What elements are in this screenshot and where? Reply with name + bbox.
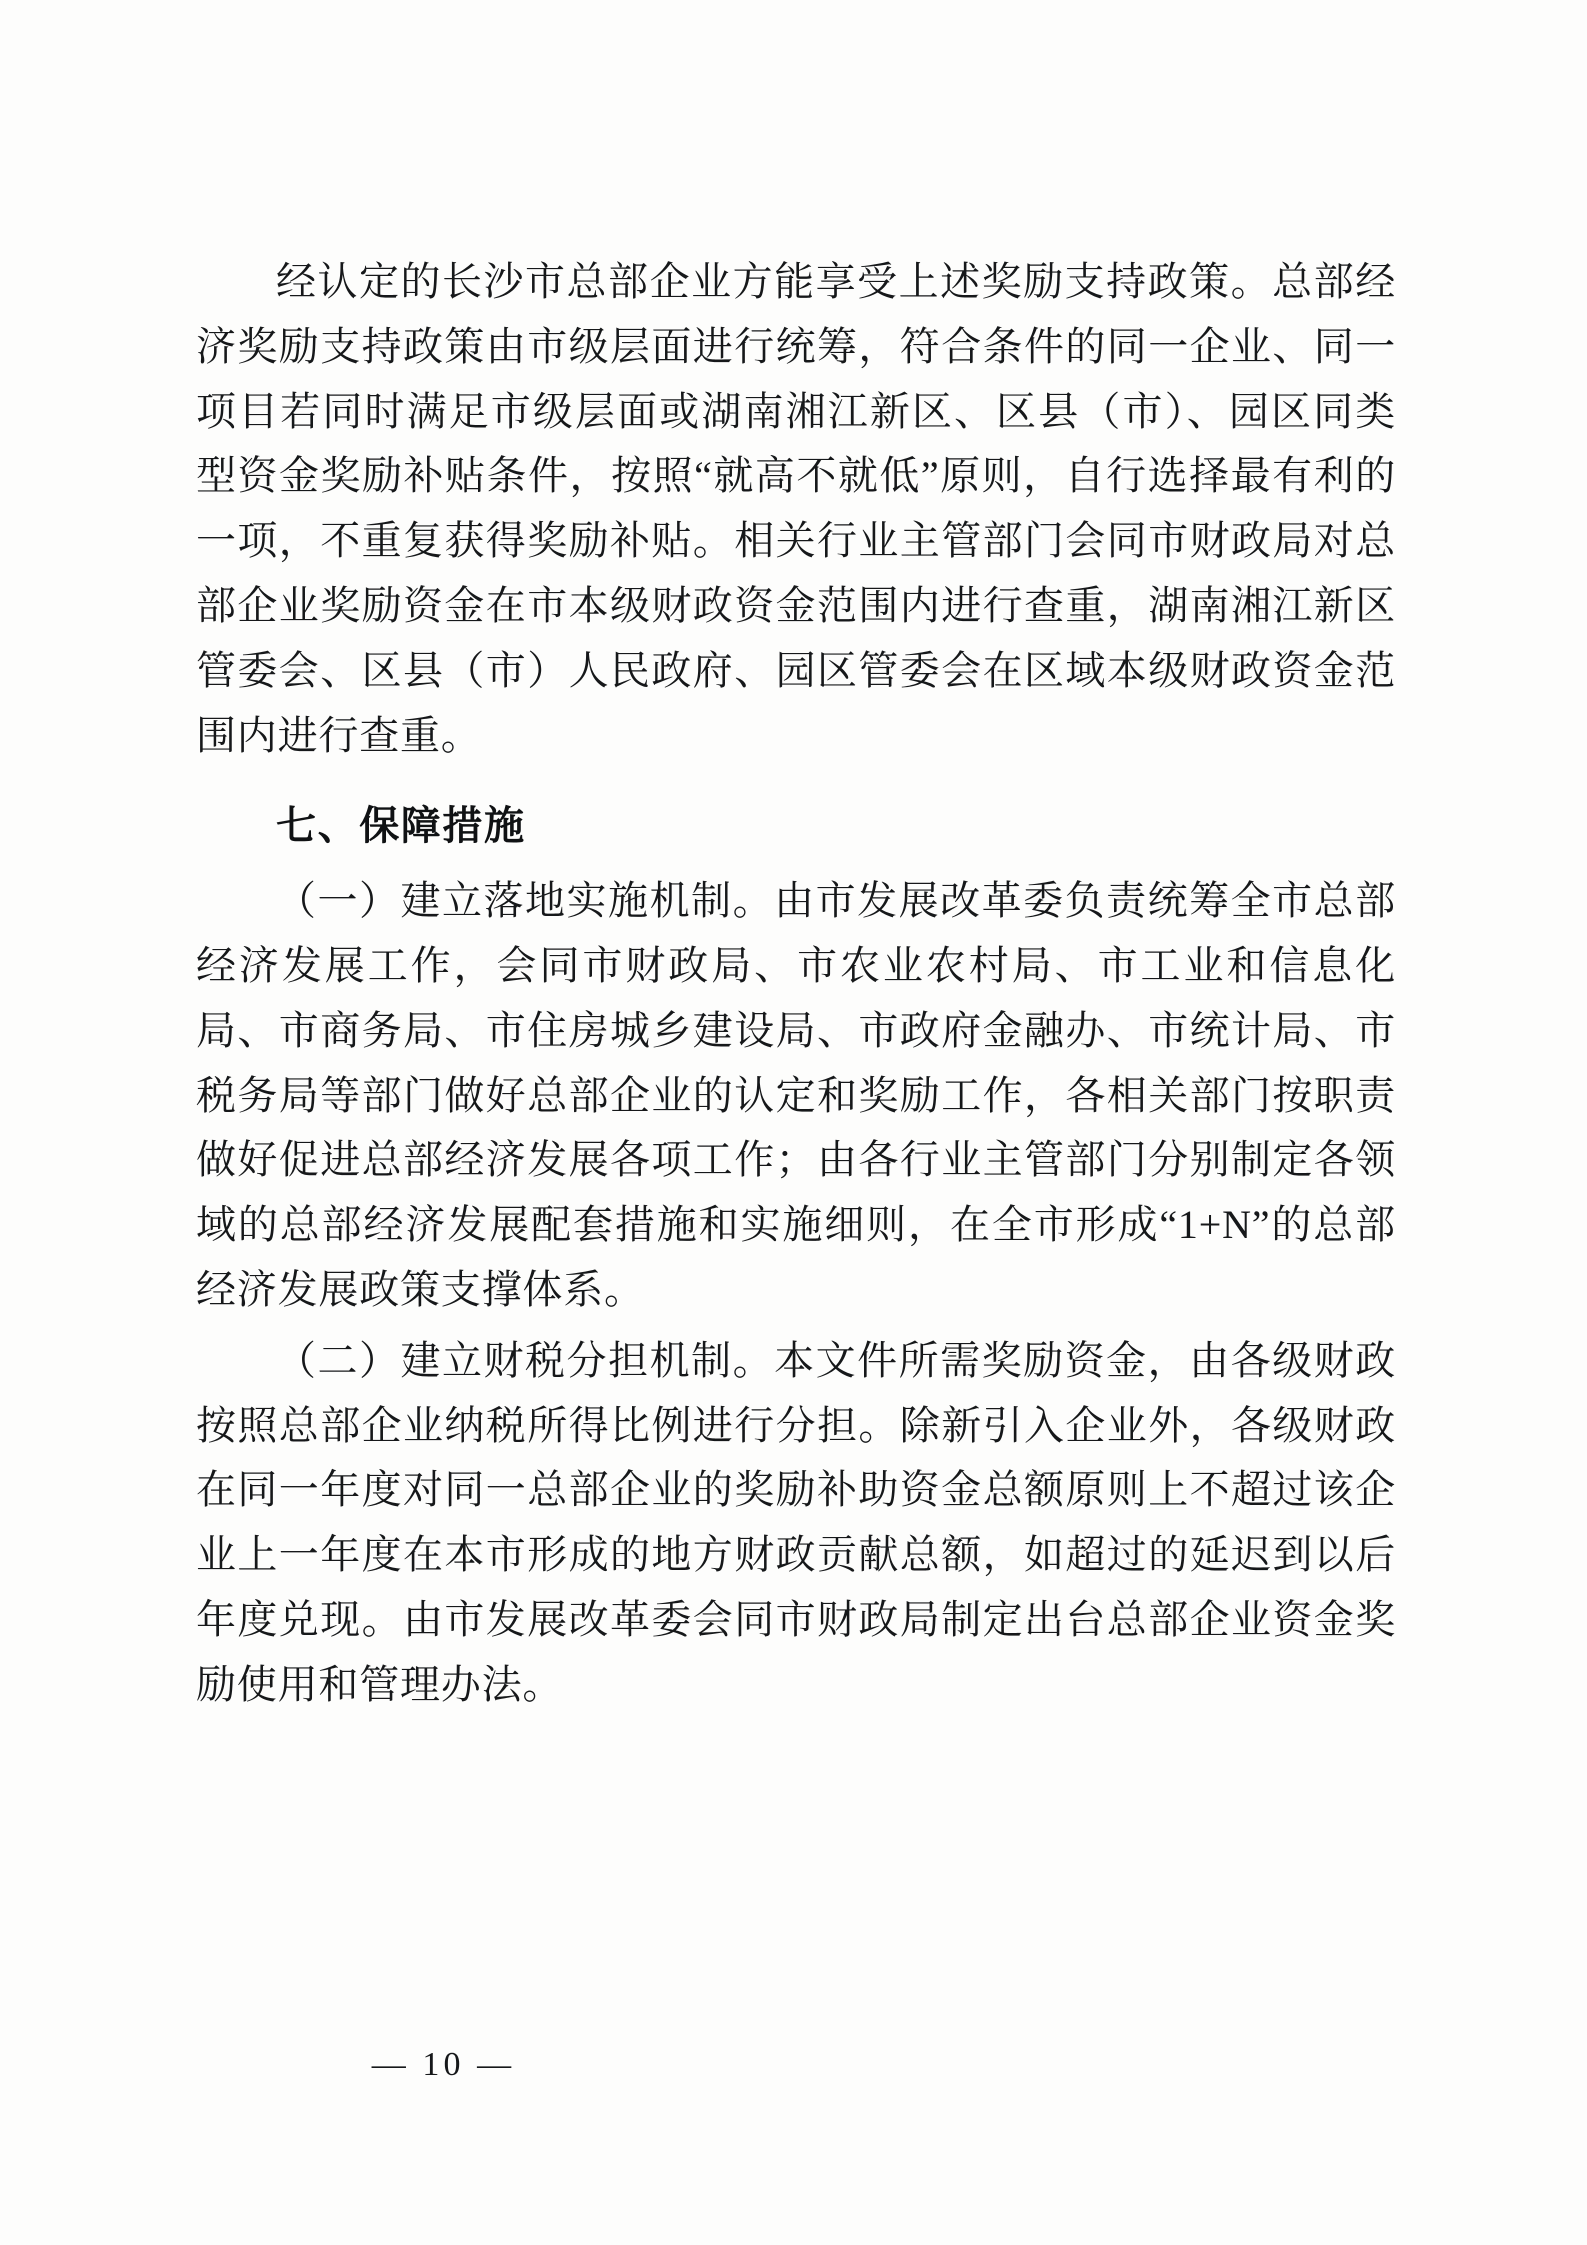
paragraph-headquarters-policy: 经认定的长沙市总部企业方能享受上述奖励支持政策。总部经济奖励支持政策由市级层面进行统筹，符合条件的同一企业、同一项目若同时满足市级层面或湖南湘江新区、区县（市）、园区同类型资金奖励补贴条件，按照“就高不就低”原则，自行选择最有利的一项，不重复获得奖励补贴。相关行业主管部门会同市财政局对总部企业奖励资金在市本级财政资金范围内进行查重，湖南湘江新区管委会、区县（市）人民政府、园区管委会在区域本级财政资金范围内进行查重。 [196,259,1396,758]
paragraph-fiscal-sharing-mechanism: （二）建立财税分担机制。本文件所需奖励资金，由各级财政按照总部企业纳税所得比例进行分担。除新引入企业外，各级财政在同一年度对同一总部企业的奖励补助资金总额原则上不超过该企业上一年度在本市形成的地方财政贡献总额，如超过的延迟到以后年度兑现。由市发展改革委会同市财政局制定出台总部企业资金奖励使用和管理办法。 [196,1337,1396,1707]
page-footer [0,2046,1587,2084]
paragraph-implementation-mechanism: （一）建立落地实施机制。由市发展改革委负责统筹全市总部经济发展工作，会同市财政局、市农业农村局、市工业和信息化局、市商务局、市住房城乡建设局、市政府金融办、市统计局、市税务局等部门做好总部企业的认定和奖励工作，各相关部门按职责做好促进总部经济发展各项工作；由各行业主管部门分别制定各领域的总部经济发展配套措施和实施细则，在全市形成“1+N”的总部经济发展政策支撑体系。 [196,878,1396,1312]
page-number: — 10 — [371,2046,516,2083]
section-heading-safeguard-measures: 七、保障措施 [276,804,526,849]
document-body [196,250,1396,1724]
